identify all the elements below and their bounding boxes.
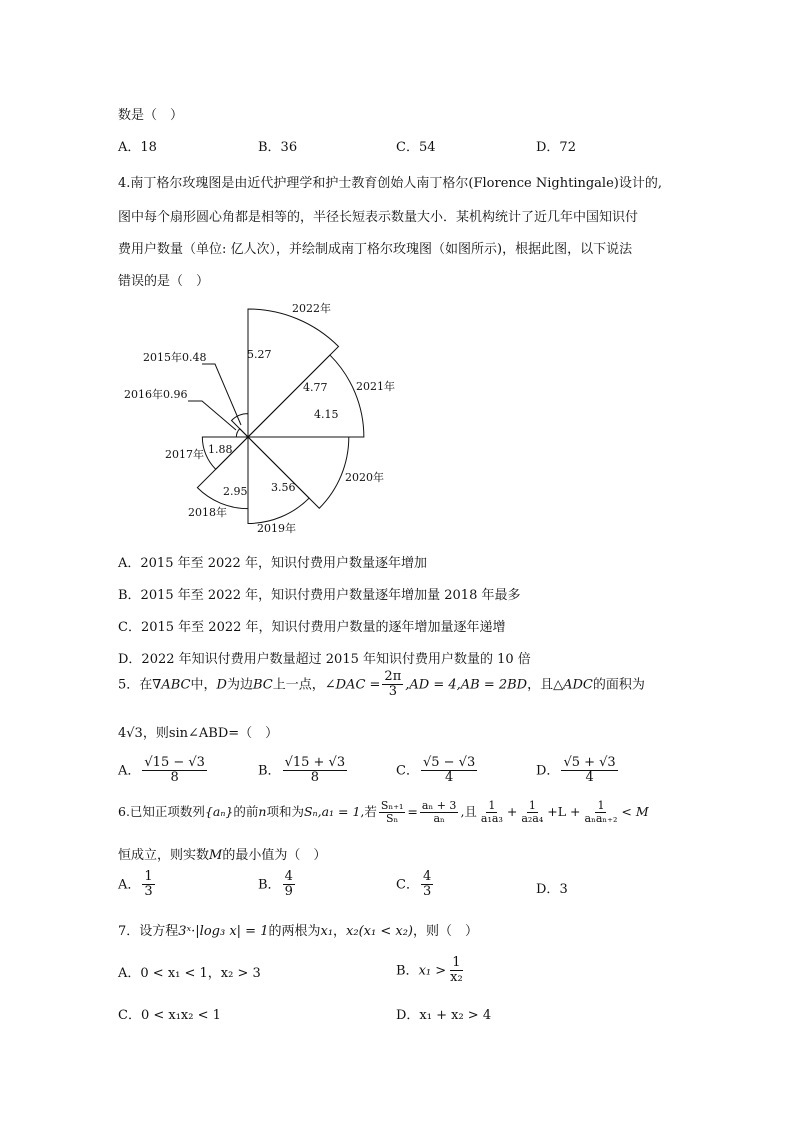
q4-option-b: B．2015 年至 2022 年，知识付费用户数量逐年增加量 2018 年最多 [118, 588, 521, 603]
value-2022: 5.27 [247, 348, 272, 361]
q5-option-c: C． $\frac{√5 - √3}{4}$ [396, 755, 476, 786]
rose-leaders [188, 364, 241, 430]
label-2015: 2015年0.48 [143, 351, 207, 364]
q4-line-3: 费用户数量（单位: 亿人次），并绘制成南丁格尔玫瑰图（如图所示)，根据此图，以下说法 [118, 242, 633, 257]
q7-option-d: D．x₁ + x₂ > 4 [396, 1008, 492, 1023]
q3-option-a: A．18 [118, 140, 157, 155]
q3-option-d: D．72 [536, 140, 576, 155]
q7-option-a: A．0 < x₁ < 1，x₂ > 3 [118, 966, 261, 981]
q6-option-d: D．3 [536, 882, 568, 897]
leader-2015 [202, 364, 241, 425]
rose-chart [110, 290, 410, 540]
q5-angle-fraction: $\frac{2\pi}{3}$ [384, 669, 402, 700]
q4-option-c: C．2015 年至 2022 年，知识付费用户数量的逐年增加量逐年递增 [118, 620, 506, 635]
label-2020-year: 2020年 [345, 471, 384, 484]
q6-line-2: 恒成立，则实数M的最小值为（ ） [118, 848, 327, 863]
q6-option-c: C． $\frac{4}{3}$ [396, 869, 432, 900]
label-2018-year: 2018年 [188, 506, 227, 519]
value-2021: 4.77 [303, 381, 328, 394]
leader-2016 [188, 401, 236, 430]
label-2019-year: 2019年 [257, 522, 296, 535]
label-2021-year: 2021年 [356, 380, 395, 393]
q4-line-4: 错误的是（ ） [118, 274, 210, 289]
rose-sector-2021 [248, 355, 364, 437]
q5-line-2: 4√3，则sin∠ABD=（ ） [118, 726, 279, 741]
q3-option-b: B．36 [258, 140, 298, 155]
q7-option-b: B．x₁ > $\frac{1}{\text{x₂}}$ [396, 955, 463, 986]
q4-option-a: A．2015 年至 2022 年，知识付费用户数量逐年增加 [118, 556, 427, 571]
label-2017-year: 2017年 [165, 448, 204, 461]
label-2016: 2016年0.96 [124, 388, 188, 401]
value-2020: 4.15 [314, 408, 339, 421]
q6-line-1: 6.已知正项数列{aₙ}的前n项和为Sₙ,a₁ = 1,若 $\frac{\text{Sₙ₊₁}}{\text{Sₙ}}$ = $\frac{\text{aₙ + 3}}{\text{aₙ}}$ ,且 $\frac{1}{\text{a₁a₃}}$ + $\frac{1}{\text{a₂a₄}}$ +L + $\frac{1}{\text{aₙaₙ₊₂}}$ < M [118, 799, 649, 826]
q7-option-c: C．0 < x₁x₂ < 1 [118, 1008, 221, 1023]
q4-option-d: D．2022 年知识付费用户数量超过 2015 年知识付费用户数量的 10 倍 [118, 652, 531, 667]
q3-option-c: C．54 [396, 140, 436, 155]
q5-option-d: D． $\frac{√5 + √3}{4}$ [536, 755, 616, 786]
value-2017: 1.88 [208, 443, 233, 456]
value-2018: 2.95 [223, 485, 248, 498]
label-2022-year: 2022年 [292, 302, 331, 315]
q4-line-1: 4.南丁格尔玫瑰图是由近代护理学和护士教育创始人南丁格尔(Florence Nightingale)设计的, [118, 176, 662, 191]
q6-option-a: A． $\frac{1}{3}$ [118, 869, 153, 900]
q5-option-b: B． $\frac{√15 + √3}{8}$ [258, 755, 346, 786]
q5-line-1: 5．在∇ABC中，D为边BC上一点，∠DAC = $\frac{2\pi}{3}$ ,AD = 4,AB = 2BD，且△ADC的面积为 [118, 669, 645, 700]
rose-sector-2020 [248, 437, 349, 508]
rose-sector-2016 [232, 414, 248, 437]
q3-tail: 数是（ ） [118, 108, 184, 123]
q5-option-a: A． $\frac{√15 - √3}{8}$ [118, 755, 205, 786]
value-2019: 3.56 [271, 481, 296, 494]
q7-line-1: 7．设方程3ˣ·|log₃ x| = 1的两根为x₁，x₂(x₁ < x₂)，则（ ） [118, 924, 478, 939]
q4-line-2: 图中每个扇形圆心角都是相等的，半径长短表示数量大小．某机构统计了近几年中国知识付 [118, 210, 639, 225]
q6-option-b: B． $\frac{4}{9}$ [258, 869, 293, 900]
